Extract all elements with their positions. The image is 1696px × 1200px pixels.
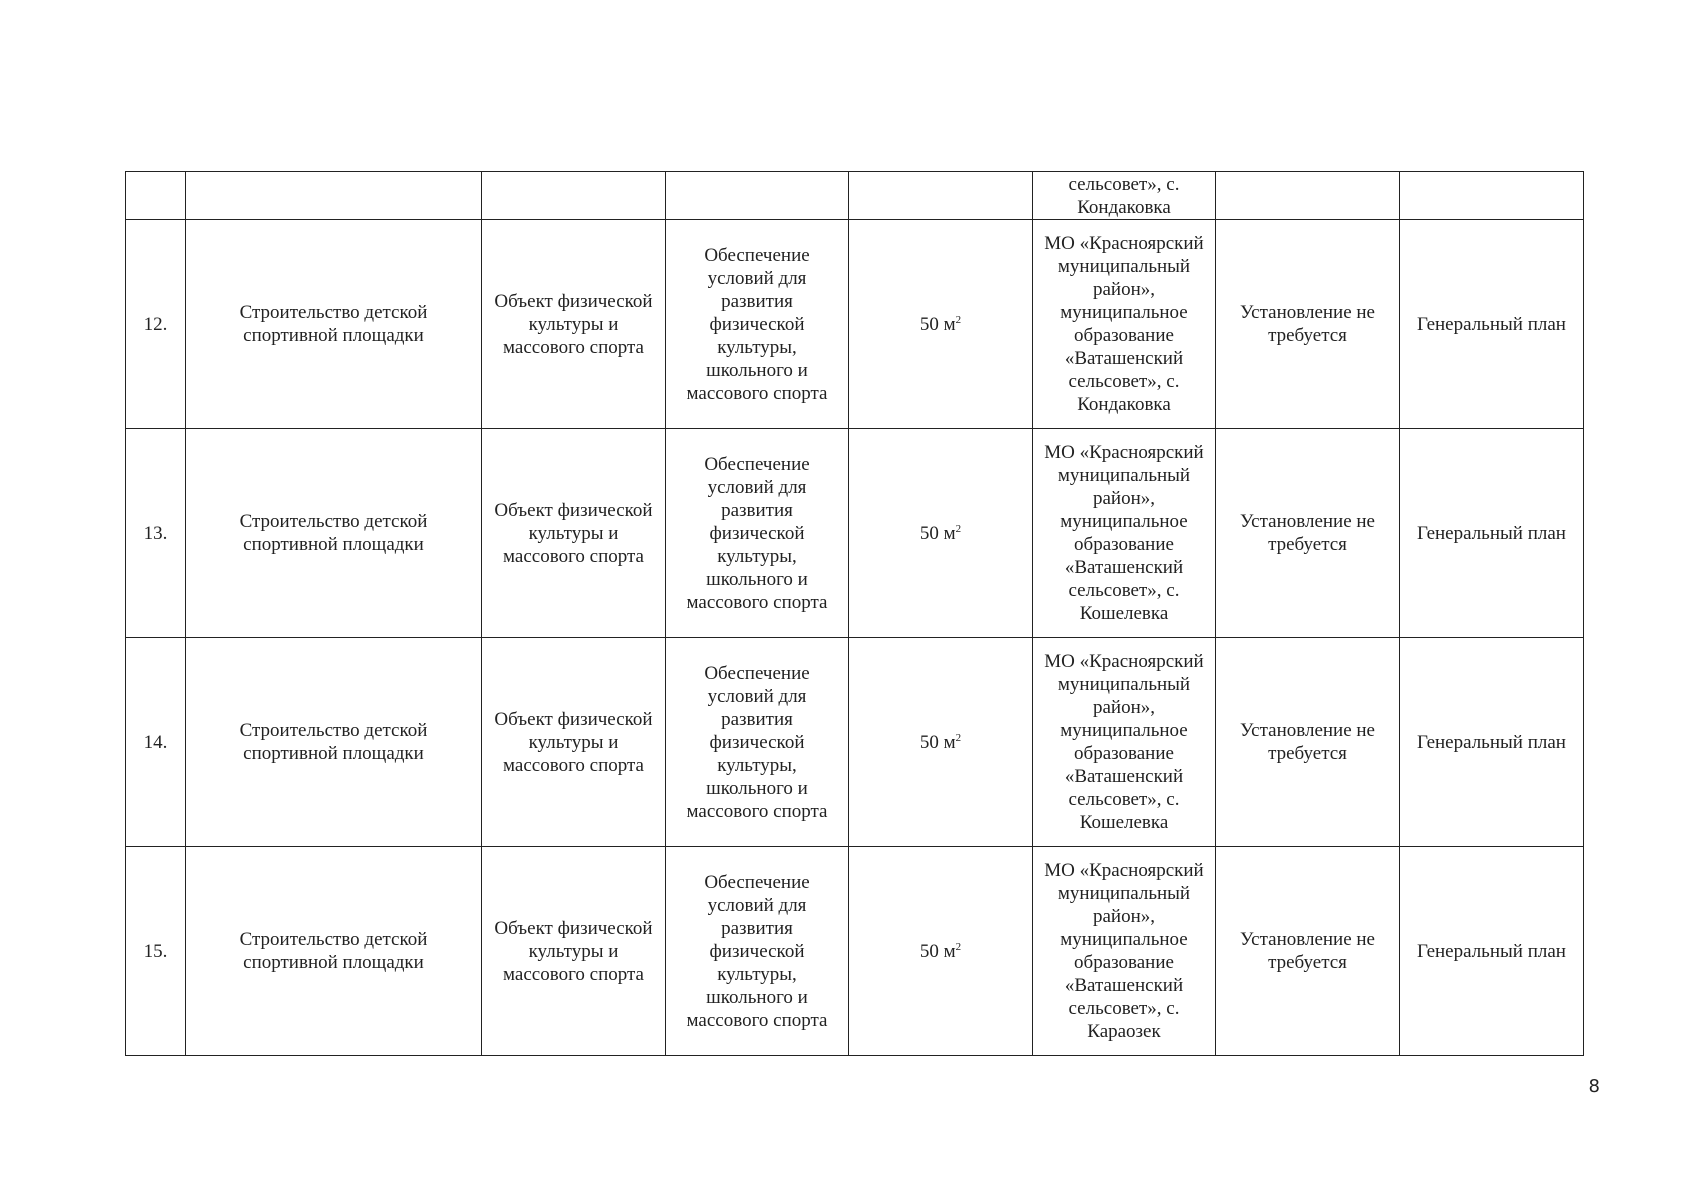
location-cell: МО «Красноярский муниципальный район», муниципальное образование «Ваташенский сельсовет», с. Кошелевка xyxy=(1033,638,1216,847)
table-row xyxy=(126,638,1584,847)
capacity-unit-superscript: 2 xyxy=(955,731,962,744)
location-cell: МО «Красноярский муниципальный район», муниципальное образование «Ваташенский сельсовет», с. Кондаковка xyxy=(1033,220,1216,429)
row-number-cell: 15. xyxy=(126,847,186,1056)
purpose-cell: Обеспечение условий для развития физической культуры, школьного и массового спорта xyxy=(666,847,849,1056)
capacity-cell xyxy=(849,638,1033,847)
table-row xyxy=(126,220,1584,429)
zone-cell: Установление не требуется xyxy=(1216,429,1400,638)
capacity-unit-superscript: 2 xyxy=(955,522,962,535)
capacity-cell xyxy=(849,429,1033,638)
capacity-cell xyxy=(849,220,1033,429)
purpose-cell: Обеспечение условий для развития физической культуры, школьного и массового спорта xyxy=(666,638,849,847)
object-name-cell xyxy=(186,172,482,220)
object-type-cell: Объект физической культуры и массового спорта xyxy=(482,429,666,638)
purpose-cell: Обеспечение условий для развития физической культуры, школьного и массового спорта xyxy=(666,220,849,429)
table-row-continuation xyxy=(126,172,1584,220)
source-cell: Генеральный план xyxy=(1400,429,1584,638)
object-name-cell: Строительство детской спортивной площадки xyxy=(186,638,482,847)
object-name-cell: Строительство детской спортивной площадки xyxy=(186,429,482,638)
capacity-unit-superscript: 2 xyxy=(955,940,962,953)
object-type-cell: Объект физической культуры и массового спорта xyxy=(482,220,666,429)
table-row xyxy=(126,847,1584,1056)
object-type-cell: Объект физической культуры и массового спорта xyxy=(482,847,666,1056)
capacity-value: 50 м xyxy=(919,731,956,753)
capacity-value: 50 м xyxy=(919,313,956,335)
page-number: 8 xyxy=(1588,1076,1600,1097)
purpose-cell xyxy=(666,172,849,220)
zone-cell: Установление не требуется xyxy=(1216,847,1400,1056)
location-cell: МО «Красноярский муниципальный район», муниципальное образование «Ваташенский сельсовет», с. Караозек xyxy=(1033,847,1216,1056)
table-row xyxy=(126,429,1584,638)
capacity-value: 50 м xyxy=(919,940,956,962)
row-number-cell xyxy=(126,172,186,220)
zone-cell: Установление не требуется xyxy=(1216,638,1400,847)
row-number-cell: 12. xyxy=(126,220,186,429)
location-cell: сельсовет», с. Кондаковка xyxy=(1033,172,1216,220)
capacity-cell xyxy=(849,847,1033,1056)
object-type-cell xyxy=(482,172,666,220)
capacity-cell xyxy=(849,172,1033,220)
zone-cell xyxy=(1216,172,1400,220)
capacity-value: 50 м xyxy=(919,522,956,544)
object-name-cell: Строительство детской спортивной площадки xyxy=(186,220,482,429)
source-cell: Генеральный план xyxy=(1400,847,1584,1056)
source-cell: Генеральный план xyxy=(1400,638,1584,847)
location-cell: МО «Красноярский муниципальный район», муниципальное образование «Ваташенский сельсовет», с. Кошелевка xyxy=(1033,429,1216,638)
row-number-cell: 13. xyxy=(126,429,186,638)
zone-cell: Установление не требуется xyxy=(1216,220,1400,429)
source-cell: Генеральный план xyxy=(1400,220,1584,429)
objects-table xyxy=(125,171,1584,1056)
object-name-cell: Строительство детской спортивной площадки xyxy=(186,847,482,1056)
capacity-unit-superscript: 2 xyxy=(955,313,962,326)
object-type-cell: Объект физической культуры и массового спорта xyxy=(482,638,666,847)
purpose-cell: Обеспечение условий для развития физической культуры, школьного и массового спорта xyxy=(666,429,849,638)
row-number-cell: 14. xyxy=(126,638,186,847)
source-cell xyxy=(1400,172,1584,220)
